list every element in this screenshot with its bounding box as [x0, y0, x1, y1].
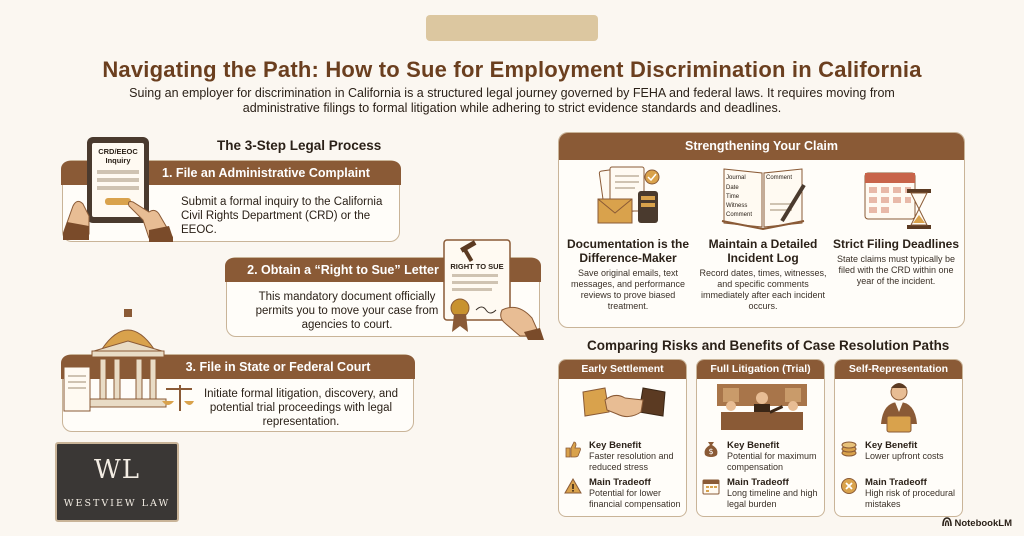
- tradeoff-row-full-litigation: [702, 477, 821, 510]
- claim-panel: [558, 132, 965, 328]
- claim-title-deadlines: Strict Filing Deadlines: [832, 237, 960, 251]
- tablet-label-line2: Inquiry: [105, 156, 131, 165]
- money-bag-icon: [702, 440, 722, 473]
- benefit-text-full-litigation: Potential for maximum compensation: [727, 451, 817, 472]
- log-label-journal: Journal: [726, 175, 746, 181]
- benefit-row-self-representation: [840, 440, 959, 463]
- notebooklm-brand: [942, 517, 1012, 530]
- log-label-witness: Witness: [726, 203, 748, 209]
- log-label-time: Time: [726, 194, 740, 200]
- step-2-title: 2. Obtain a “Right to Sue” Letter: [225, 258, 541, 282]
- courtroom-icon: [717, 382, 807, 439]
- logo-name: WESTVIEW LAW: [63, 498, 171, 509]
- notebooklm-icon: [942, 517, 952, 530]
- page-title: Navigating the Path: How to Sue for Employment Discrimination in California: [102, 57, 922, 82]
- coins-icon: [840, 440, 860, 463]
- key-benefit-label: Key Benefit: [589, 440, 642, 451]
- main-tradeoff-label: Main Tradeoff: [865, 477, 927, 488]
- tablet-icon: [63, 134, 173, 244]
- notebooklm-label: NotebookLM: [954, 518, 1012, 529]
- svg-text:$: $: [708, 447, 714, 456]
- main-tradeoff-label: Main Tradeoff: [727, 477, 789, 488]
- path-title-self-representation: Self-Representation: [835, 360, 962, 379]
- documents-icon: [563, 163, 693, 233]
- path-card-self-representation: [834, 359, 963, 517]
- claim-heading: Strengthening Your Claim: [559, 133, 964, 160]
- person-icon: [873, 380, 925, 439]
- path-card-full-litigation: [696, 359, 825, 517]
- main-tradeoff-label: Main Tradeoff: [589, 477, 651, 488]
- path-title-early-settlement: Early Settlement: [559, 360, 686, 379]
- westview-law-logo: [55, 442, 179, 522]
- page-subtitle: Suing an employer for discrimination in California is a structured legal journey governed by FEHA and federal laws. It requires moving from administrative filings to formal litigation while adhering to strict evidence standards and deadlines.: [129, 86, 895, 115]
- step-1-desc: Submit a formal inquiry to the California Civil Rights Department (CRD) or the EEOC.: [181, 196, 383, 236]
- benefit-text-early-settlement: Faster resolution and reduced stress: [589, 451, 674, 472]
- claim-card-documentation: [563, 163, 693, 312]
- claim-card-deadlines: [831, 163, 961, 287]
- tradeoff-text-full-litigation: Long timeline and high legal burden: [727, 488, 818, 509]
- process-heading: The 3-Step Legal Process: [217, 138, 382, 153]
- tradeoff-row-early-settlement: [564, 477, 683, 510]
- claim-title-documentation: Documentation is the Difference-Maker: [566, 237, 689, 265]
- error-x-icon: [840, 477, 860, 510]
- tradeoff-text-early-settlement: Potential for lower financial compensation: [589, 488, 681, 509]
- claim-card-incident-log: [698, 163, 828, 312]
- step-1-title: 1. File an Administrative Complaint: [61, 161, 401, 185]
- logo-monogram: WL: [94, 455, 140, 485]
- claim-desc-deadlines: State claims must typically be filed with the CRD within one year of the incident.: [836, 254, 956, 286]
- thumbs-up-icon: [564, 440, 584, 473]
- tradeoff-text-self-representation: High risk of procedural mistakes: [865, 488, 956, 509]
- top-tab: [426, 15, 598, 41]
- calendar-icon: [702, 477, 722, 510]
- log-label-date: Date: [726, 185, 739, 191]
- benefit-row-full-litigation: [702, 440, 821, 473]
- benefit-text-self-representation: Lower upfront costs: [865, 451, 944, 461]
- claim-desc-documentation: Save original emails, text messages, and performance reviews to prove biased treatment.: [570, 268, 686, 311]
- key-benefit-label: Key Benefit: [865, 440, 918, 451]
- claim-desc-incident-log: Record dates, times, witnesses, and specific comments immediately after each incident occurs.: [699, 268, 827, 311]
- warning-icon: [564, 477, 584, 510]
- path-card-early-settlement: [558, 359, 687, 517]
- path-title-full-litigation: Full Litigation (Trial): [697, 360, 824, 379]
- claim-title-incident-log: Maintain a Detailed Incident Log: [708, 237, 818, 265]
- step-2-desc: This mandatory document officially permits you to move your case from agencies to court.: [255, 291, 439, 331]
- courthouse-icon: [62, 305, 194, 421]
- certificate-label: RIGHT TO SUE: [450, 262, 504, 271]
- tablet-label-line1: CRD/EEOC: [98, 147, 138, 156]
- benefit-row-early-settlement: [564, 440, 683, 473]
- step-3-desc: Initiate formal litigation, discovery, and potential trial proceedings with legal representation.: [203, 388, 399, 428]
- tradeoff-row-self-representation: [840, 477, 959, 510]
- log-label-comment: Comment: [726, 212, 753, 218]
- handshake-icon: [581, 382, 667, 437]
- calendar-hourglass-icon: [831, 163, 961, 233]
- certificate-icon: [440, 236, 544, 340]
- log-label-comment-right: Comment: [766, 175, 793, 181]
- key-benefit-label: Key Benefit: [727, 440, 780, 451]
- step-3-title: 3. File in State or Federal Court: [61, 355, 415, 379]
- paths-heading: Comparing Risks and Benefits of Case Resolution Paths: [587, 338, 950, 353]
- journal-icon: [698, 163, 828, 233]
